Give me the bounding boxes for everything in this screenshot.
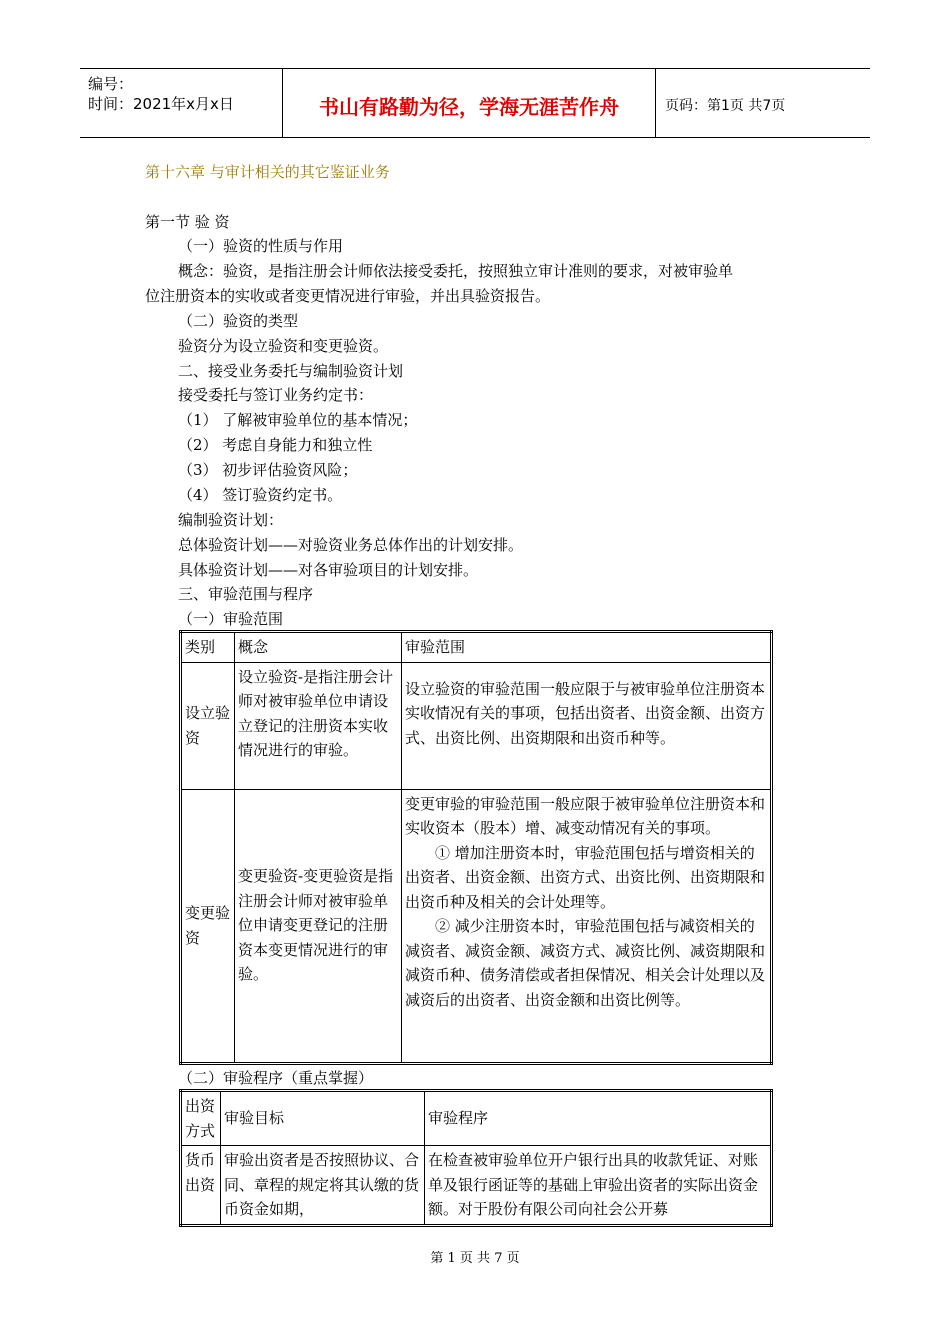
page-header <box>80 68 870 138</box>
concept-cell: 变更验资-变更验资是指注册会计师对被审验单位申请变更登记的注册资本变更情况进行的审验。 <box>235 789 402 1063</box>
category-cell: 设立验资 <box>181 662 235 789</box>
table-row <box>181 789 772 1063</box>
subheading: （二）审验程序（重点掌握） <box>178 1069 374 1087</box>
header-cell: 类别 <box>181 632 235 663</box>
paragraph: 验资分为设立验资和变更验资。 <box>178 337 389 355</box>
header-meta <box>80 69 282 137</box>
scope-cell <box>402 789 772 1063</box>
paragraph: 接受委托与签订业务约定书： <box>178 386 374 404</box>
concept-cell: 设立验资-是指注册会计师对被审验单位申请设立登记的注册资本实收情况进行的审验。 <box>235 662 402 789</box>
section-heading: 二、接受业务委托与编制验资计划 <box>178 362 404 380</box>
subheading: （一）验资的性质与作用 <box>178 237 344 255</box>
scope-cell <box>402 662 772 789</box>
header-cell: 审验范围 <box>402 632 772 663</box>
category-cell: 变更验资 <box>181 789 235 1063</box>
table-header-row <box>181 632 772 663</box>
paragraph: 具体验资计划——对各审验项目的计划安排。 <box>178 561 479 579</box>
goal-cell: 审验出资者是否按照协议、合同、章程的规定将其认缴的货币资金如期， <box>221 1146 425 1226</box>
scope-table <box>179 630 773 1065</box>
scope-text: 设立验资的审验范围一般应限于与被审验单位注册资本实收情况有关的事项，包括出资者、出资金额、出资方式、出资比例、出资期限和出资币种等。 <box>405 679 766 747</box>
page-number: 页码：第1页 共7页 <box>665 98 786 114</box>
paragraph: 位注册资本的实收或者变更情况进行审验，并出具验资报告。 <box>145 287 551 305</box>
header-cell: 出资方式 <box>181 1091 221 1146</box>
date-label: 时间：2021年x月x日 <box>88 95 234 113</box>
number-label: 编号： <box>88 75 134 93</box>
table-row <box>181 662 772 789</box>
header-motto-cell <box>282 69 656 137</box>
list-item: （1） 了解被审验单位的基本情况； <box>178 411 418 429</box>
chapter-title: 第十六章 与审计相关的其它鉴证业务 <box>145 163 390 181</box>
header-page-cell <box>655 69 870 137</box>
paragraph: 总体验资计划——对验资业务总体作出的计划安排。 <box>178 536 524 554</box>
procedure-table <box>179 1089 773 1227</box>
paragraph: 编制验资计划： <box>178 511 284 529</box>
list-item: （4） 签订验资约定书。 <box>178 486 343 504</box>
header-cell: 审验程序 <box>425 1091 772 1146</box>
scope-text: ① 增加注册资本时，审验范围包括与增资相关的出资者、出资金额、出资方式、出资比例、出资期限和出资币种及相关的会计处理等。 <box>405 843 766 911</box>
section-title: 第一节 验 资 <box>145 213 230 231</box>
procedure-cell: 在检查被审验单位开户银行出具的收款凭证、对账单及银行函证等的基础上审验出资者的实际出资金额。对于股份有限公司向社会公开募 <box>425 1146 772 1226</box>
list-item: （3） 初步评估验资风险； <box>178 461 358 479</box>
table-header-row <box>181 1091 772 1146</box>
motto: 书山有路勤为径，学海无涯苦作舟 <box>319 95 619 119</box>
header-cell: 概念 <box>235 632 402 663</box>
scope-text: ② 减少注册资本时，审验范围包括与减资相关的减资者、减资金额、减资方式、减资比例、减资期限和减资币种、债务清偿或者担保情况、相关会计处理以及减资后的出资者、出资金额和出资比例等。 <box>405 917 766 1009</box>
subheading: （二）验资的类型 <box>178 312 299 330</box>
header-cell: 审验目标 <box>221 1091 425 1146</box>
subheading: （一）审验范围 <box>178 610 284 628</box>
section-heading: 三、审验范围与程序 <box>178 585 314 603</box>
list-item: （2） 考虑自身能力和独立性 <box>178 436 373 454</box>
table-row <box>181 1146 772 1226</box>
page-footer: 第 1 页 共 7 页 <box>430 1251 520 1266</box>
paragraph: 概念：验资，是指注册会计师依法接受委托，按照独立审计准则的要求，对被审验单 <box>178 262 734 280</box>
scope-text: 变更审验的审验范围一般应限于被审验单位注册资本和实收资本（股本）增、减变动情况有关的事项。 <box>405 794 766 837</box>
method-cell: 货币出资 <box>181 1146 221 1226</box>
